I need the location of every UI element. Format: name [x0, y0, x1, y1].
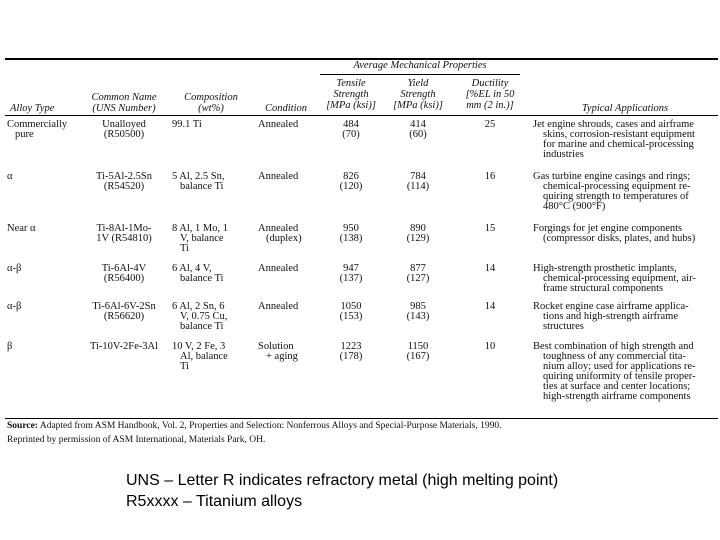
table-cell-applications: [533, 172, 718, 212]
cell-line: 14: [484, 301, 496, 312]
cell-line: Ti: [180, 243, 189, 254]
table-cell-applications: [533, 302, 718, 332]
table-cell-alloy-type: [7, 172, 79, 182]
group-header: Average Mechanical Properties: [353, 60, 487, 71]
cell-line: (R54520): [103, 181, 145, 192]
cell-line: Solution: [258, 341, 294, 352]
table-cell-yield: [386, 120, 450, 140]
table-cell-common-name: [82, 224, 166, 244]
cell-line: 1V (R54810): [96, 233, 152, 244]
table-cell-ductility: [452, 120, 528, 130]
table-cell-condition: [258, 224, 318, 244]
source-prefix: Source:: [7, 421, 38, 431]
cell-line: 484: [343, 119, 359, 130]
note-uns: UNS – Letter R indicates refractory metal (high melting point): [126, 472, 559, 489]
cell-line: 877: [410, 263, 426, 274]
cell-line: balance Ti: [180, 181, 224, 192]
cell-line: V, balance: [180, 233, 224, 244]
cell-line: 25: [484, 119, 496, 130]
table-cell-ductility: [452, 224, 528, 234]
cell-line: balance Ti: [180, 273, 224, 284]
cell-line: Annealed: [258, 301, 299, 312]
cell-line: α-β: [7, 301, 22, 312]
cell-line: skins, corrosion-resistant equipment: [543, 129, 695, 140]
cell-line: (114): [406, 181, 430, 192]
cell-line: (137): [339, 273, 363, 284]
cell-line: 14: [484, 263, 496, 274]
table-cell-applications: [533, 342, 718, 402]
table-cell-applications: [533, 224, 718, 244]
table-cell-composition: [172, 120, 250, 130]
table-cell-tensile: [318, 224, 384, 244]
table-cell-composition: [172, 224, 250, 254]
table-cell-condition: [258, 302, 318, 312]
cell-line: (167): [406, 351, 430, 362]
cell-line: Near α: [7, 223, 36, 234]
table-cell-alloy-type: [7, 224, 79, 234]
cell-line: (R50500): [103, 129, 145, 140]
cell-line: + aging: [266, 351, 298, 362]
table-cell-tensile: [318, 120, 384, 140]
cell-line: (60): [409, 129, 427, 140]
cell-line: ties at surface and center locations;: [543, 381, 691, 392]
table-cell-yield: [386, 172, 450, 192]
cell-line: (70): [342, 129, 360, 140]
cell-line: 8 Al, 1 Mo, 1: [172, 223, 229, 234]
header-applications: Typical Applications: [581, 103, 669, 114]
cell-line: nium alloy; used for applications re-: [543, 361, 696, 372]
table-cell-alloy-type: [7, 342, 79, 352]
cell-line: (138): [339, 233, 363, 244]
cell-line: 480°C (900°F): [543, 201, 606, 212]
cell-line: Annealed: [258, 223, 299, 234]
cell-line: structures: [543, 321, 584, 332]
cell-line: (compressor disks, plates, and hubs): [543, 233, 696, 244]
cell-line: (duplex): [266, 233, 302, 244]
cell-line: toughness of any commercial tita-: [543, 351, 686, 362]
table-cell-common-name: [82, 302, 166, 322]
cell-line: Ti-5Al-2.5Sn: [96, 171, 152, 182]
cell-line: 99.1 Ti: [172, 119, 202, 130]
cell-line: 826: [343, 171, 359, 182]
cell-line: balance Ti: [180, 321, 224, 332]
table-cell-composition: [172, 302, 250, 332]
cell-line: Unalloyed: [102, 119, 146, 130]
cell-line: pure: [15, 129, 34, 140]
table-cell-ductility: [452, 342, 528, 352]
cell-line: (178): [339, 351, 363, 362]
cell-line: (R56400): [103, 273, 145, 284]
source-line: [7, 421, 501, 431]
table-cell-ductility: [452, 172, 528, 182]
table-cell-common-name: [82, 172, 166, 192]
table-cell-common-name: [82, 264, 166, 284]
cell-line: (129): [406, 233, 430, 244]
cell-line: 10: [484, 341, 496, 352]
cell-line: quiring uniformity of tensile proper-: [543, 371, 696, 382]
table-cell-tensile: [318, 342, 384, 362]
table-cell-yield: [386, 342, 450, 362]
cell-line: 5 Al, 2.5 Sn,: [172, 171, 225, 182]
table-cell-tensile: [318, 302, 384, 322]
header-condition: Condition: [264, 103, 307, 114]
cell-line: 784: [410, 171, 426, 182]
table-cell-composition: [172, 264, 250, 284]
table-cell-ductility: [452, 302, 528, 312]
cell-line: 6 Al, 4 V,: [172, 263, 212, 274]
cell-line: tions and high-strength airframe: [543, 311, 679, 322]
table-cell-tensile: [318, 172, 384, 192]
header-common-name: Common Name (UNS Number): [91, 92, 157, 114]
cell-line: 6 Al, 2 Sn, 6: [172, 301, 225, 312]
cell-line: industries: [543, 149, 584, 160]
header-alloy-type: Alloy Type: [10, 103, 55, 114]
cell-line: Jet engine shrouds, cases and airframe: [533, 119, 694, 130]
source-text: Adapted from ASM Handbook, Vol. 2, Properties and Selection: Nonferrous Alloys and Special-Purpose Materials, 1990.: [39, 421, 502, 431]
cell-line: (143): [406, 311, 430, 322]
cell-line: quiring strength to temperatures of: [543, 191, 689, 202]
table-cell-composition: [172, 342, 250, 372]
cell-line: α-β: [7, 263, 22, 274]
header-bottom-rule: [5, 115, 718, 116]
cell-line: frame structural components: [543, 283, 664, 294]
table-cell-condition: [258, 172, 318, 182]
table-cell-tensile: [318, 264, 384, 284]
header-yield: Yield Strength [MPa (ksi)]: [393, 78, 443, 111]
header-composition: Composition (wt%): [184, 92, 238, 114]
cell-line: Commercially: [7, 119, 68, 130]
cell-line: α: [7, 171, 13, 182]
table-cell-alloy-type: [7, 120, 79, 140]
cell-line: 15: [484, 223, 496, 234]
cell-line: Gas turbine engine casings and rings;: [533, 171, 691, 182]
table-cell-applications: [533, 120, 718, 160]
group-header-underline: [320, 74, 520, 75]
cell-line: 414: [410, 119, 426, 130]
cell-line: Ti-10V-2Fe-3Al: [89, 341, 159, 352]
table-cell-condition: [258, 120, 318, 130]
table-cell-condition: [258, 342, 318, 362]
cell-line: Forgings for jet engine components: [533, 223, 683, 234]
cell-line: Annealed: [258, 171, 299, 182]
cell-line: 890: [410, 223, 426, 234]
cell-line: 1223: [340, 341, 362, 352]
table-cell-yield: [386, 302, 450, 322]
table-cell-common-name: [82, 120, 166, 140]
cell-line: 950: [343, 223, 359, 234]
cell-line: V, 0.75 Cu,: [180, 311, 228, 322]
table-cell-alloy-type: [7, 264, 79, 274]
cell-line: 985: [410, 301, 426, 312]
cell-line: high-strength airframe components: [543, 391, 691, 402]
note-r5xxxx: R5xxxx – Titanium alloys: [126, 493, 303, 510]
cell-line: Ti: [180, 361, 189, 372]
table-cell-applications: [533, 264, 718, 294]
cell-line: chemical-processing equipment re-: [543, 181, 691, 192]
cell-line: Best combination of high strength and: [533, 341, 694, 352]
cell-line: (127): [406, 273, 430, 284]
table-cell-yield: [386, 224, 450, 244]
table-cell-composition: [172, 172, 250, 192]
table-cell-alloy-type: [7, 302, 79, 312]
table-cell-ductility: [452, 264, 528, 274]
cell-line: 10 V, 2 Fe, 3: [172, 341, 226, 352]
cell-line: 947: [343, 263, 359, 274]
cell-line: for marine and chemical-processing: [543, 139, 694, 150]
header-tensile: Tensile Strength [MPa (ksi)]: [326, 78, 376, 111]
cell-line: 1050: [340, 301, 362, 312]
cell-line: 16: [484, 171, 496, 182]
cell-line: Rocket engine case airframe applica-: [533, 301, 689, 312]
cell-line: (120): [339, 181, 363, 192]
cell-line: Annealed: [258, 119, 299, 130]
cell-line: Ti-8Al-1Mo-: [96, 223, 152, 234]
table-cell-yield: [386, 264, 450, 284]
cell-line: Ti-6Al-6V-2Sn: [92, 301, 156, 312]
cell-line: High-strength prosthetic implants,: [533, 263, 677, 274]
reprint-line: Reprinted by permission of ASM International, Materials Park, OH.: [7, 435, 266, 445]
cell-line: 1150: [407, 341, 429, 352]
table-bottom-rule: [5, 418, 718, 419]
cell-line: Annealed: [258, 263, 299, 274]
cell-line: chemical-processing equipment, air-: [543, 273, 696, 284]
table-cell-common-name: [82, 342, 166, 352]
cell-line: β: [7, 341, 13, 352]
cell-line: (153): [339, 311, 363, 322]
table-cell-condition: [258, 264, 318, 274]
cell-line: (R56620): [103, 311, 145, 322]
header-ductility: Ductility [%EL in 50 mm (2 in.)]: [465, 78, 515, 111]
cell-line: Al, balance: [180, 351, 228, 362]
cell-line: Ti-6Al-4V: [101, 263, 147, 274]
